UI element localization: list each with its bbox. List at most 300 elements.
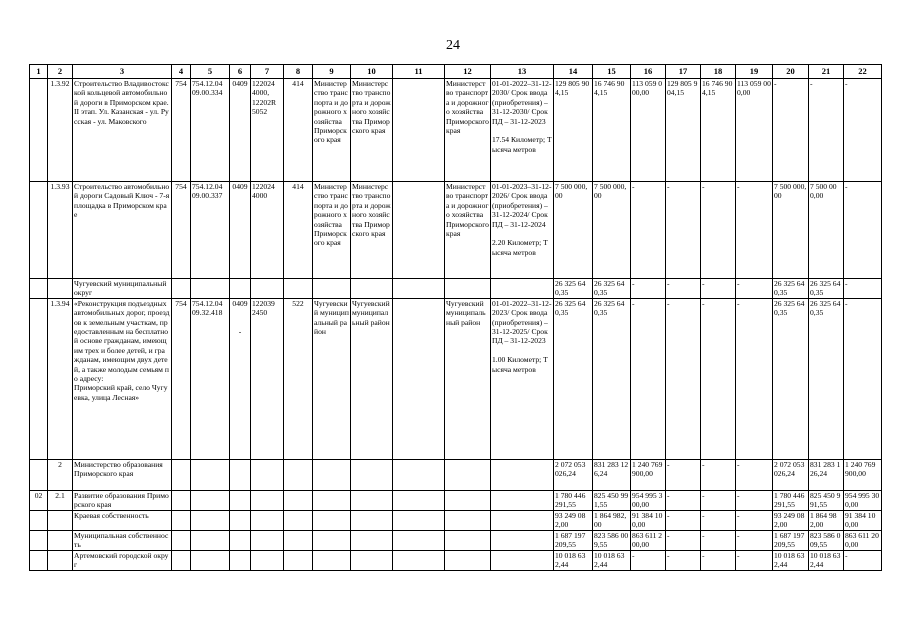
- cell-text: Министерство транспорта и дорожного хозяйства Приморского края: [352, 182, 391, 239]
- table-cell: [736, 182, 773, 279]
- cell-text: 113 059 000,00: [632, 79, 663, 98]
- table-cell: [351, 510, 393, 530]
- table-cell: [251, 459, 284, 490]
- table-cell: [593, 490, 631, 510]
- cell-text: 1 780 446 291,55: [555, 490, 586, 510]
- cell-text: Краевая собственность: [74, 510, 149, 520]
- table-cell: [230, 490, 251, 510]
- table-cell: [445, 279, 491, 299]
- cell-text: 0409: [232, 79, 248, 88]
- table-cell: [48, 530, 73, 550]
- table-cell: [172, 550, 191, 570]
- table-cell: [351, 459, 393, 490]
- table-cell: [73, 79, 172, 182]
- table-cell: [251, 298, 284, 459]
- cell-text: «Реконструкция подъездных автомобильных дорог, проездов к земельным участкам, предоставленным на бесплатной основе гражданам, имеющим трех и более детей, и гражданам, имеющим двух детей, а также молодым семьям по адресу: Приморский край, село Чугуевка, улица Лесная»: [74, 298, 170, 402]
- cell-text: -: [737, 298, 740, 308]
- table-cell: [701, 459, 736, 490]
- table-cell: [251, 490, 284, 510]
- table-cell: [351, 182, 393, 279]
- table-cell: [284, 510, 313, 530]
- table-cell: [701, 279, 736, 299]
- table-cell: [393, 550, 445, 570]
- table-cell: [284, 490, 313, 510]
- cell-text: -: [667, 490, 670, 500]
- cell-text: 01-01-2023–31-12-2026/ Срок ввода (приобретения) – 31-12-2024/ Срок ПД – 31-12-2024 2.20 Километр; Тысяча метров: [492, 182, 552, 257]
- table-cell: [172, 490, 191, 510]
- cell-text: 954 995 300,00: [632, 490, 663, 510]
- cell-text: Министерство транспорта и дорожного хозяйства Приморского края: [446, 79, 489, 136]
- table-cell: [491, 510, 554, 530]
- table-cell: [593, 550, 631, 570]
- cell-text: 26 325 640,35: [555, 298, 586, 318]
- cell-text: Артемовский городской округ: [74, 550, 169, 570]
- cell-text: 1 687 197 209,55: [774, 530, 805, 550]
- table-cell: [491, 550, 554, 570]
- table-cell: [666, 490, 701, 510]
- table-cell: [284, 182, 313, 279]
- table-row: [30, 490, 882, 510]
- table-cell: [48, 182, 73, 279]
- table-cell: [73, 279, 172, 299]
- cell-text: 1 864 982,00: [594, 510, 627, 530]
- table-cell: [631, 490, 666, 510]
- cell-text: -: [667, 550, 670, 560]
- cell-text: 1 240 769 900,00: [632, 459, 663, 479]
- column-header: 8: [284, 65, 313, 79]
- table-cell: [172, 79, 191, 182]
- table-cell: [172, 530, 191, 550]
- table-cell: [351, 79, 393, 182]
- cell-text: 2 072 053 026,24: [555, 459, 586, 479]
- cell-text: 26 325 640,35: [594, 279, 625, 298]
- table-cell: [701, 490, 736, 510]
- table-cell: [773, 459, 809, 490]
- cell-text: -: [702, 490, 705, 500]
- cell-text: 754.12.04 09.00.334: [192, 79, 223, 98]
- table-cell: [30, 459, 48, 490]
- cell-text: Чугуевский муниципальный район: [352, 298, 390, 327]
- table-cell: [773, 182, 809, 279]
- table-cell: [73, 182, 172, 279]
- table-cell: [736, 490, 773, 510]
- table-row: [30, 550, 882, 570]
- table-cell: [251, 182, 284, 279]
- cell-text: 7 500 000,00: [555, 182, 588, 201]
- table-cell: [191, 182, 230, 279]
- table-cell: [30, 530, 48, 550]
- table-cell: [351, 550, 393, 570]
- header-row: [30, 65, 882, 79]
- cell-text: Министерство транспорта и дорожного хозяйства Приморского края: [352, 79, 391, 136]
- cell-text: 10 018 632,44: [774, 550, 805, 570]
- table-cell: [30, 279, 48, 299]
- cell-text: Министерство образования Приморского края: [74, 459, 163, 479]
- table-cell: [191, 279, 230, 299]
- table-cell: [666, 550, 701, 570]
- cell-text: 16 746 904,15: [594, 79, 625, 98]
- cell-text: Строительство Владивостокской кольцевой автомобильной дороги в Приморском крае. II этап. Ул. Казанская - ул. Русская - ул. Маковского: [74, 79, 169, 126]
- cell-text: 2 072 053 026,24: [774, 459, 805, 479]
- cell-text: -: [810, 79, 813, 88]
- table-cell: [491, 182, 554, 279]
- table-cell: [701, 550, 736, 570]
- table-cell: [445, 79, 491, 182]
- table-cell: [773, 490, 809, 510]
- cell-text: 26 325 640,35: [774, 298, 805, 318]
- cell-text: 122024 4000, 12202R 5052: [252, 79, 277, 117]
- table-cell: [172, 459, 191, 490]
- column-header: 14: [554, 65, 593, 79]
- cell-text: Строительство автомобильной дороги Садовый Ключ - 7-я площадка в Приморском крае: [74, 182, 170, 220]
- table-cell: [30, 490, 48, 510]
- table-cell: [251, 279, 284, 299]
- column-header: 10: [351, 65, 393, 79]
- table-cell: [844, 490, 882, 510]
- table-cell: [809, 459, 844, 490]
- table-cell: [313, 298, 351, 459]
- table-cell: [393, 530, 445, 550]
- table-cell: [172, 182, 191, 279]
- cell-text: -: [737, 530, 740, 540]
- table-cell: [251, 530, 284, 550]
- table-cell: [172, 279, 191, 299]
- table-cell: [593, 279, 631, 299]
- table-cell: [554, 182, 593, 279]
- table-cell: [666, 459, 701, 490]
- table-cell: [172, 298, 191, 459]
- table-cell: [445, 530, 491, 550]
- table-cell: [736, 79, 773, 182]
- cell-text: -: [632, 182, 635, 191]
- table-cell: [593, 298, 631, 459]
- cell-text: Министерство транспорта и дорожного хозяйства Приморского края: [446, 182, 489, 239]
- column-header: 6: [230, 65, 251, 79]
- table-cell: [191, 298, 230, 459]
- table-cell: [701, 79, 736, 182]
- cell-text: 113 059 000,00: [737, 79, 771, 98]
- table-cell: [191, 79, 230, 182]
- table-cell: [491, 298, 554, 459]
- column-header: 16: [631, 65, 666, 79]
- table-cell: [445, 459, 491, 490]
- cell-text: -: [702, 279, 705, 288]
- cell-text: -: [845, 550, 848, 560]
- table-cell: [844, 182, 882, 279]
- table-cell: [73, 459, 172, 490]
- cell-text: 01-01-2022–31-12-2030/ Срок ввода (приобретения) – 31-12-2030/ Срок ПД – 31-12-2023 17.54 Километр; Тысяча метров: [492, 79, 552, 154]
- column-header: 22: [844, 65, 882, 79]
- cell-text: 831 283 126,24: [594, 459, 629, 479]
- column-header: 5: [191, 65, 230, 79]
- cell-text: 831 283 126,24: [810, 459, 841, 479]
- cell-text: 863 611 200,00: [632, 530, 663, 550]
- cell-text: -: [737, 550, 740, 560]
- cell-text: 954 995 300,00: [845, 490, 880, 510]
- table-cell: [230, 79, 251, 182]
- table-cell: [251, 510, 284, 530]
- cell-text: 122024 4000: [252, 182, 275, 201]
- table-cell: [230, 298, 251, 459]
- cell-text: Чугуевский муниципальный район: [446, 298, 486, 327]
- column-header: 15: [593, 65, 631, 79]
- table-cell: [554, 279, 593, 299]
- table-cell: [809, 490, 844, 510]
- table-cell: [48, 459, 73, 490]
- table-cell: [284, 530, 313, 550]
- table-cell: [631, 79, 666, 182]
- cell-text: 01-01-2022–31-12-2023/ Срок ввода (приобретения) – 31-12-2025/ Срок ПД – 31-12-2023 1.00 Километр; Тысяча метров: [492, 298, 552, 374]
- cell-text: 26 325 640,35: [594, 298, 625, 318]
- cell-text: 26 325 640,35: [555, 279, 586, 298]
- cell-text: 10 018 632,44: [810, 550, 841, 570]
- table-cell: [736, 530, 773, 550]
- column-header: 11: [393, 65, 445, 79]
- cell-text: Развитие образования Приморского края: [74, 490, 169, 510]
- table-cell: [554, 490, 593, 510]
- cell-text: -: [845, 79, 848, 88]
- table-row: [30, 459, 882, 490]
- table-cell: [393, 490, 445, 510]
- cell-text: 93 249 082,00: [555, 510, 586, 530]
- cell-text: 91 384 100,00: [632, 510, 663, 530]
- cell-text: 1 864 982,00: [810, 510, 837, 530]
- table-cell: [313, 510, 351, 530]
- table-cell: [48, 550, 73, 570]
- table-cell: [736, 550, 773, 570]
- cell-text: -: [737, 459, 740, 469]
- cell-text: 1.3.93: [50, 182, 70, 191]
- table-cell: [313, 490, 351, 510]
- table-cell: [666, 79, 701, 182]
- cell-text: -: [702, 298, 705, 308]
- table-cell: [701, 510, 736, 530]
- table-cell: [30, 510, 48, 530]
- cell-text: -: [667, 530, 670, 540]
- investment-table: [29, 64, 882, 571]
- table-cell: [491, 490, 554, 510]
- cell-text: -: [667, 298, 670, 308]
- cell-text: 754.12.04 09.32.418: [192, 298, 223, 318]
- table-cell: [631, 530, 666, 550]
- cell-text: 10 018 632,44: [594, 550, 625, 570]
- cell-text: -: [702, 459, 705, 469]
- cell-text: 26 325 640,35: [810, 279, 841, 298]
- table-cell: [393, 298, 445, 459]
- cell-text: 0409 -: [232, 298, 248, 337]
- cell-text: 754: [175, 298, 187, 308]
- cell-text: 7 500 000,00: [810, 182, 837, 201]
- table-cell: [351, 279, 393, 299]
- table-cell: [351, 298, 393, 459]
- table-cell: [191, 550, 230, 570]
- cell-text: 7 500 000,00: [594, 182, 627, 201]
- table-cell: [313, 182, 351, 279]
- cell-text: -: [667, 510, 670, 520]
- cell-text: Муниципальная собственность: [74, 530, 169, 550]
- table-cell: [251, 550, 284, 570]
- cell-text: 522: [292, 298, 304, 308]
- table-cell: [809, 298, 844, 459]
- table-cell: [773, 279, 809, 299]
- cell-text: -: [702, 550, 705, 560]
- table-row: [30, 530, 882, 550]
- table-cell: [230, 530, 251, 550]
- cell-text: -: [632, 550, 635, 560]
- table-cell: [844, 79, 882, 182]
- table-cell: [844, 550, 882, 570]
- cell-text: -: [845, 298, 848, 308]
- table-cell: [30, 550, 48, 570]
- table-cell: [666, 298, 701, 459]
- table-cell: [593, 459, 631, 490]
- column-header: 4: [172, 65, 191, 79]
- table-cell: [844, 510, 882, 530]
- table-cell: [172, 510, 191, 530]
- table-cell: [393, 459, 445, 490]
- table-cell: [554, 459, 593, 490]
- cell-text: 26 325 640,35: [774, 279, 805, 298]
- table-cell: [701, 530, 736, 550]
- table-cell: [73, 510, 172, 530]
- column-header: 20: [773, 65, 809, 79]
- table-cell: [631, 550, 666, 570]
- table-cell: [554, 79, 593, 182]
- table-cell: [284, 298, 313, 459]
- cell-text: 823 586 009,55: [594, 530, 629, 550]
- table-cell: [631, 298, 666, 459]
- table-cell: [230, 182, 251, 279]
- table-cell: [73, 550, 172, 570]
- column-header: 1: [30, 65, 48, 79]
- table-cell: [631, 279, 666, 299]
- table-cell: [844, 459, 882, 490]
- cell-text: 7 500 000,00: [774, 182, 807, 201]
- cell-text: -: [667, 279, 670, 288]
- table-cell: [445, 510, 491, 530]
- table-cell: [393, 510, 445, 530]
- cell-text: 129 805 904,15: [667, 79, 698, 98]
- table-cell: [73, 490, 172, 510]
- table-cell: [230, 459, 251, 490]
- cell-text: -: [737, 279, 740, 288]
- cell-text: -: [737, 490, 740, 500]
- cell-text: 1.3.94: [50, 298, 70, 308]
- table-cell: [48, 490, 73, 510]
- table-cell: [48, 279, 73, 299]
- table-cell: [284, 279, 313, 299]
- cell-text: -: [702, 510, 705, 520]
- column-header: 17: [666, 65, 701, 79]
- table-cell: [809, 279, 844, 299]
- cell-text: -: [737, 510, 740, 520]
- table-cell: [666, 279, 701, 299]
- table-cell: [445, 490, 491, 510]
- cell-text: 02: [34, 490, 43, 500]
- cell-text: 0409: [232, 182, 248, 191]
- table-cell: [809, 79, 844, 182]
- table-cell: [666, 182, 701, 279]
- cell-text: 91 384 100,00: [845, 510, 876, 530]
- cell-text: -: [737, 182, 740, 191]
- table-cell: [554, 510, 593, 530]
- table-cell: [393, 279, 445, 299]
- column-header: 12: [445, 65, 491, 79]
- cell-text: 1.3.92: [50, 79, 70, 88]
- cell-text: 2.1: [55, 490, 65, 500]
- table-cell: [773, 530, 809, 550]
- cell-text: -: [632, 279, 635, 288]
- table-cell: [554, 298, 593, 459]
- table-cell: [393, 79, 445, 182]
- table-cell: [631, 182, 666, 279]
- cell-text: Министерство транспорта и дорожного хозяйства Приморского края: [314, 79, 348, 145]
- table-cell: [809, 550, 844, 570]
- table-cell: [30, 79, 48, 182]
- cell-text: 754: [175, 79, 187, 88]
- table-cell: [445, 550, 491, 570]
- table-row: [30, 279, 882, 299]
- table-cell: [351, 490, 393, 510]
- cell-text: -: [632, 298, 635, 308]
- table-cell: [736, 459, 773, 490]
- cell-text: 26 325 640,35: [810, 298, 841, 318]
- cell-text: 1 780 446 291,55: [774, 490, 805, 510]
- table-cell: [593, 79, 631, 182]
- table-cell: [491, 79, 554, 182]
- column-header: 19: [736, 65, 773, 79]
- table-cell: [251, 79, 284, 182]
- table-row: [30, 298, 882, 459]
- cell-text: 122039 2450: [252, 298, 275, 318]
- table-cell: [773, 298, 809, 459]
- table-cell: [191, 459, 230, 490]
- table-cell: [844, 279, 882, 299]
- table-cell: [491, 530, 554, 550]
- table-row: [30, 510, 882, 530]
- table-cell: [313, 550, 351, 570]
- table-cell: [313, 530, 351, 550]
- table-row: [30, 79, 882, 182]
- cell-text: -: [845, 182, 848, 191]
- cell-text: 2: [58, 459, 62, 469]
- table-cell: [666, 510, 701, 530]
- cell-text: 1 687 197 209,55: [555, 530, 586, 550]
- table-cell: [666, 530, 701, 550]
- table-cell: [701, 298, 736, 459]
- cell-text: 129 805 904,15: [555, 79, 590, 98]
- cell-text: 414: [292, 79, 304, 88]
- cell-text: Министерство транспорта и дорожного хозяйства Приморского края: [314, 182, 348, 248]
- cell-text: -: [845, 279, 848, 288]
- column-header: 3: [73, 65, 172, 79]
- table-cell: [393, 182, 445, 279]
- table-cell: [30, 182, 48, 279]
- column-header: 7: [251, 65, 284, 79]
- table-cell: [73, 298, 172, 459]
- cell-text: 93 249 082,00: [774, 510, 805, 530]
- table-cell: [313, 279, 351, 299]
- table-cell: [230, 510, 251, 530]
- column-header: 2: [48, 65, 73, 79]
- cell-text: Чугуевский муниципальный округ: [74, 279, 167, 298]
- table-cell: [809, 510, 844, 530]
- table-cell: [48, 79, 73, 182]
- table-cell: [773, 79, 809, 182]
- table-cell: [701, 182, 736, 279]
- table-cell: [230, 279, 251, 299]
- table-cell: [844, 530, 882, 550]
